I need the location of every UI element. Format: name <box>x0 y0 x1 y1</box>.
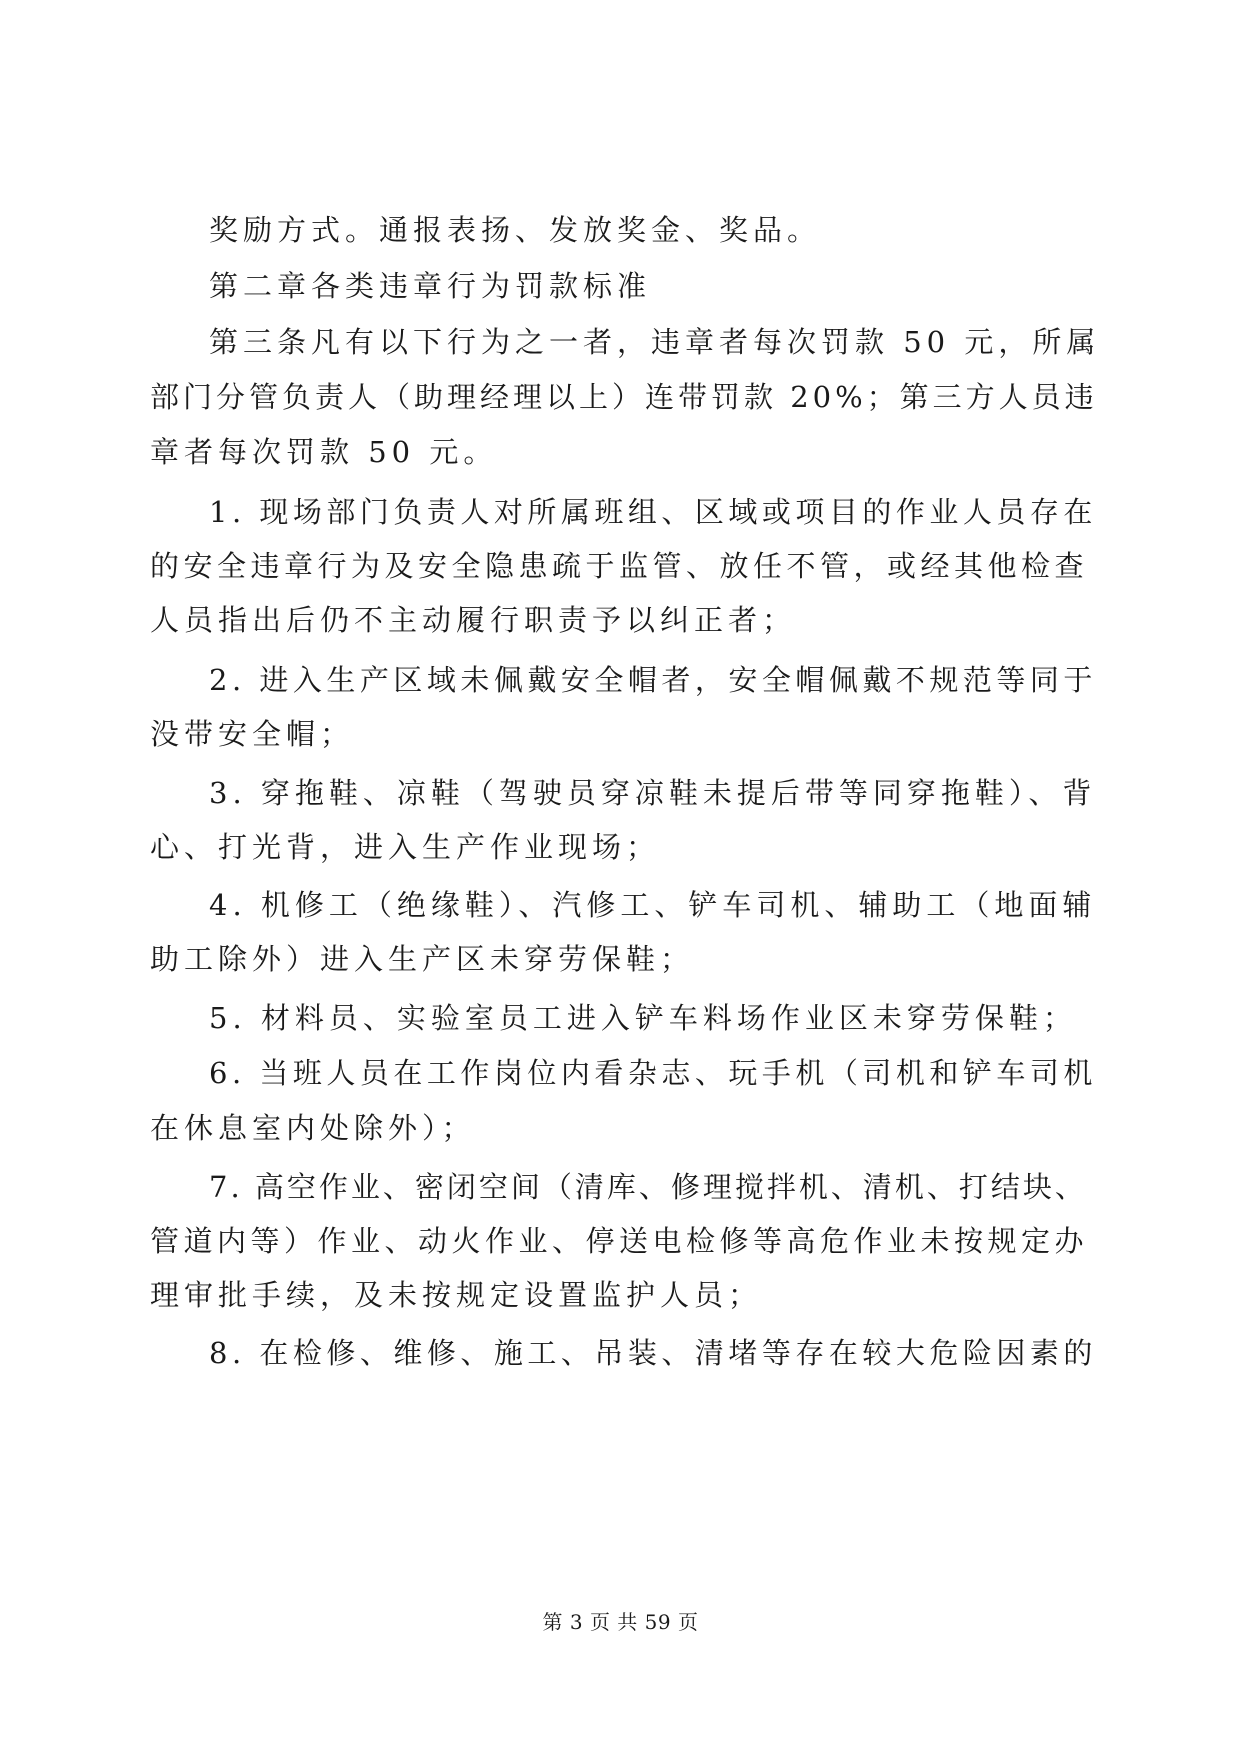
list-item-line: 4. 机修工（绝缘鞋）、汽修工、铲车司机、辅助工（地面辅 <box>209 888 1097 922</box>
page-number-footer: 第 3 页 共 59 页 <box>542 1610 699 1634</box>
paragraph-line: 奖励方式。通报表扬、发放奖金、奖品。 <box>209 213 822 247</box>
list-item-line: 1. 现场部门负责人对所属班组、区域或项目的作业人员存在 <box>209 495 1097 529</box>
list-item-line: 没带安全帽； <box>150 717 355 751</box>
list-item-line: 6. 当班人员在工作岗位内看杂志、玩手机（司机和铲车司机 <box>209 1056 1097 1090</box>
list-item-line: 2. 进入生产区域未佩戴安全帽者，安全帽佩戴不规范等同于 <box>209 663 1097 697</box>
chapter-heading: 第二章各类违章行为罚款标准 <box>209 269 652 303</box>
list-item-line: 心、打光背，进入生产作业现场； <box>150 830 661 864</box>
list-item-line: 助工除外）进入生产区未穿劳保鞋； <box>150 942 695 976</box>
list-item-line: 3. 穿拖鞋、凉鞋（驾驶员穿凉鞋未提后带等同穿拖鞋）、背 <box>209 776 1097 810</box>
paragraph-line: 第三条凡有以下行为之一者，违章者每次罚款 50 元，所属 <box>209 325 1101 359</box>
paragraph-line: 章者每次罚款 50 元。 <box>150 435 498 469</box>
paragraph-line: 部门分管负责人（助理经理以上）连带罚款 20%；第三方人员违 <box>150 380 1098 414</box>
list-item-line: 在休息室内处除外）； <box>150 1111 476 1145</box>
list-item-line: 理审批手续，及未按规定设置监护人员； <box>150 1278 763 1312</box>
list-item-line: 7. 高空作业、密闭空间（清库、修理搅拌机、清机、打结块、 <box>209 1170 1087 1204</box>
list-item-line: 人员指出后仍不主动履行职责予以纠正者； <box>150 603 797 637</box>
list-item-line: 5. 材料员、实验室员工进入铲车料场作业区未穿劳保鞋； <box>209 1001 1077 1035</box>
list-item-line: 8. 在检修、维修、施工、吊装、清堵等存在较大危险因素的 <box>209 1336 1097 1370</box>
list-item-line: 管道内等）作业、动火作业、停送电检修等高危作业未按规定办 <box>150 1224 1089 1258</box>
list-item-line: 的安全违章行为及安全隐患疏于监管、放任不管，或经其他检查 <box>150 549 1089 583</box>
